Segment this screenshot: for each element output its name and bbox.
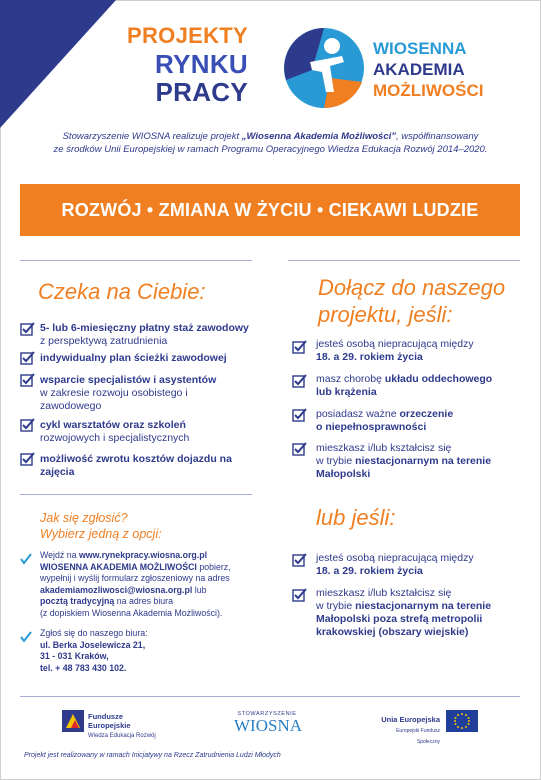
right-item-4-l2: w trybie <box>316 455 356 467</box>
opt1-t5: na adres biura <box>114 596 173 606</box>
logo-left-line2: RYNKU <box>155 49 248 79</box>
unia-europejska-logo <box>380 715 440 747</box>
left-item-1-rest: z perspektywą zatrudnienia <box>40 335 168 347</box>
st-line1: STOWARZYSZENIE <box>237 711 297 717</box>
right-item2-2-b2: Małopolski poza strefą metropolii <box>316 613 483 625</box>
left-separator-top <box>20 260 252 261</box>
option2-text <box>40 628 255 674</box>
right-heading-line1: Dołącz do naszego <box>318 275 506 300</box>
intro-line2: ze środków Unii Europejskiej w ramach Programu Operacyjnego Wiedza Edukacja Rozwój 2014–2020. <box>53 144 488 155</box>
opt1-t2: pobierz, <box>196 561 231 572</box>
right-item-4-l1: mieszkasz i/lub kształcisz się <box>316 442 452 454</box>
checkbox-icon <box>20 452 35 467</box>
right-item2-2 <box>316 587 531 639</box>
ue-line2: Europejski Fundusz Społeczny <box>396 728 440 745</box>
right-item2-1-bold: 18. a 29. rokiem życia <box>316 565 423 577</box>
left-item-2-bold: indywidualny plan ścieżki zawodowej <box>40 352 227 364</box>
right-item-3-l1: posiadasz ważne <box>316 408 400 420</box>
checkbox-icon <box>292 340 307 355</box>
right-item-2-b1: układu oddechowego <box>384 373 493 385</box>
opt1-email[interactable]: akademiamozliwosci@wiosna.org.pl <box>40 584 193 595</box>
fe-line3: Wiedza Edukacja Rozwój <box>88 733 156 739</box>
right-item2-2-b3: krakowskiej (obszary wiejskie) <box>316 626 469 638</box>
right-item-1-l1: jesteś osobą niepracującą między <box>316 338 474 350</box>
logo-left-line3: PRACY <box>155 77 248 107</box>
opt1-t4: lub <box>192 584 207 595</box>
checkbox-icon <box>292 408 307 423</box>
left-item-4-rest: rozwojowych i specjalistycznych <box>40 432 190 444</box>
left-item-3-rest: w zakresie rozwoju osobistego i zawodowego <box>40 387 188 412</box>
intro-text <box>22 130 519 156</box>
opt2-t1: Zgłoś się do naszego biura: <box>40 628 148 638</box>
ue-line1: Unia Europejska <box>381 715 440 724</box>
left-item-1-bold: 5- lub 6-miesięczny płatny staż zawodowy <box>40 322 249 334</box>
checkbox-icon <box>292 553 307 568</box>
howto-heading <box>40 510 162 542</box>
corner-triangle <box>0 0 116 128</box>
st-line2: WIOSNA <box>234 716 302 735</box>
opt2-phone: tel. + 48 783 430 102. <box>40 662 127 673</box>
checkbox-icon <box>292 588 307 603</box>
option1-text <box>40 550 255 619</box>
opt1-t3: wypełnij i wyślij formularz zgłoszeniowy na adres <box>40 573 230 583</box>
logo-right-line2: AKADEMIA <box>373 60 465 79</box>
right-item-3 <box>316 408 521 434</box>
right-item-1-bold: 18. a 29. rokiem życia <box>316 351 423 363</box>
stowarzyszenie-wiosna-logo <box>234 711 300 735</box>
right-item-2-b2: lub krążenia <box>316 386 377 398</box>
right-item2-2-l2: w trybie <box>316 600 356 612</box>
checkbox-icon <box>20 373 35 388</box>
intro-part2: , współfinansowany <box>396 131 479 142</box>
eu-flag-icon <box>446 710 478 732</box>
wiosenna-akademia-logo <box>373 38 533 101</box>
opt1-website[interactable]: www.rynekpracy.wiosna.org.pl <box>78 550 208 560</box>
left-item-2 <box>40 352 250 365</box>
logo-right-line1: WIOSENNA <box>373 39 467 58</box>
slogan-banner <box>20 184 520 236</box>
fundusze-europejskie-icon <box>62 710 84 732</box>
banner-text: ROZWÓJ • ZMIANA W ŻYCIU • CIEKAWI LUDZIE <box>61 199 479 220</box>
left-separator-mid <box>20 494 252 495</box>
left-item-3-bold: wsparcie specjalistów i asystentów <box>40 374 217 386</box>
howto-line1: Jak się zgłosić? <box>40 511 128 525</box>
right-item-3-b2: o niepełnosprawności <box>316 421 427 433</box>
left-item-5 <box>40 453 240 479</box>
right-heading-line2: projektu, jeśli: <box>318 302 453 327</box>
checkbox-icon <box>20 351 35 366</box>
intro-part1: Stowarzyszenie WIOSNA realizuje projekt <box>62 131 242 142</box>
right-item2-1-l1: jesteś osobą niepracującą między <box>316 552 474 564</box>
right-separator-top <box>288 260 520 261</box>
right-item2-2-l1: mieszkasz i/lub kształcisz się <box>316 587 452 599</box>
checkbox-icon <box>20 418 35 433</box>
right-item2-2-b1: niestacjonarnym na terenie <box>355 600 492 612</box>
projekty-rynku-pracy-logo <box>118 22 248 106</box>
intro-project: „Wiosenna Akademia Możliwości” <box>241 131 396 142</box>
footer-separator <box>20 696 520 697</box>
opt2-b2: 31 - 031 Kraków, <box>40 651 109 661</box>
left-heading: Czeka na Ciebie: <box>38 279 206 304</box>
logo-right-line3: MOŻLIWOŚCI <box>373 81 484 100</box>
left-item-4-bold: cykl warsztatów oraz szkoleń <box>40 419 186 431</box>
footnote: Projekt jest realizowany w ramach Inicjatywy na Rzecz Zatrudnienia Ludzi Młodych <box>24 752 281 759</box>
right-item-3-b1: orzeczenie <box>399 408 454 420</box>
right-item-2 <box>316 373 521 399</box>
left-item-4 <box>40 419 250 445</box>
right-heading-or: lub jeśli: <box>316 505 396 530</box>
opt2-b1: ul. Berka Joselewicza 21, <box>40 639 146 650</box>
opt1-b2: WIOSENNA AKADEMIA MOŻLIWOŚCI <box>40 561 197 572</box>
tick-icon <box>20 553 32 565</box>
right-item-4-b2: Małopolski <box>316 468 371 480</box>
checkbox-icon <box>292 374 307 389</box>
right-item-1 <box>316 338 521 364</box>
left-item-5-bold: możliwość zwrotu kosztów dojazdu na zajęcia <box>40 453 232 478</box>
howto-line2: Wybierz jedną z opcji: <box>40 527 162 541</box>
left-item-3 <box>40 374 230 413</box>
fe-line2: Europejskie <box>88 721 131 730</box>
fundusze-europejskie-logo <box>88 712 156 741</box>
right-item2-1 <box>316 552 521 578</box>
opt1-b4: pocztą tradycyjną <box>40 596 115 606</box>
right-heading <box>318 274 505 328</box>
checkbox-icon <box>20 322 35 337</box>
logo-left-line1: PROJEKTY <box>127 23 248 48</box>
opt1-t6: (z dopiskiem Wiosenna Akademia Możliwości). <box>40 607 223 618</box>
tick-icon <box>20 631 32 643</box>
fe-line1: Fundusze <box>88 712 123 721</box>
akademia-figure-icon <box>282 26 366 110</box>
right-item-4 <box>316 442 526 481</box>
opt1-t1: Wejdź na <box>40 550 79 560</box>
checkbox-icon <box>292 442 307 457</box>
right-item-2-l1: masz chorobę <box>316 373 385 385</box>
right-item-4-b1: niestacjonarnym na terenie <box>355 455 492 467</box>
left-item-1 <box>40 322 250 348</box>
